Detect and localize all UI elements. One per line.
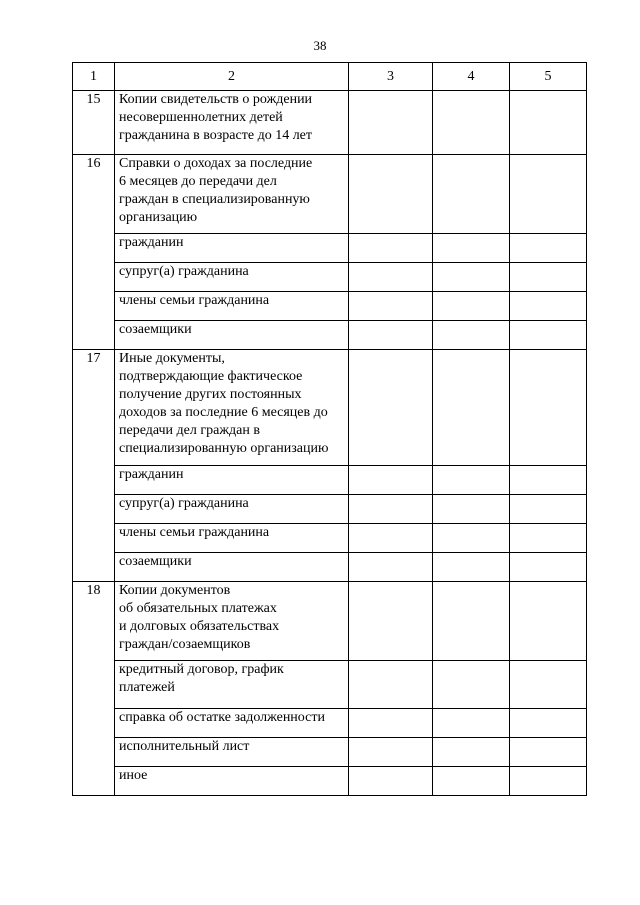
row-title xyxy=(115,91,349,155)
empty-cell xyxy=(433,582,510,661)
column-header: 3 xyxy=(349,63,433,91)
empty-cell xyxy=(510,350,587,466)
empty-cell xyxy=(510,321,587,350)
row-title-line: граждан/созаемщиков xyxy=(119,637,251,652)
row-title-line: несовершеннолетних детей xyxy=(119,110,283,125)
empty-cell xyxy=(349,466,433,495)
empty-cell xyxy=(433,321,510,350)
row-title xyxy=(115,582,349,661)
empty-cell xyxy=(349,582,433,661)
row-title xyxy=(115,350,349,466)
row-number: 17 xyxy=(73,350,115,582)
table-header-row xyxy=(73,63,587,91)
row-title-line: гражданина в возрасте до 14 лет xyxy=(119,128,313,143)
subrow-label: исполнительный лист xyxy=(115,738,349,767)
table-subrow xyxy=(73,709,587,738)
empty-cell xyxy=(433,292,510,321)
row-title-line: и долговых обязательствах xyxy=(119,619,280,634)
empty-cell xyxy=(433,767,510,796)
empty-cell xyxy=(349,91,433,155)
empty-cell xyxy=(433,553,510,582)
row-title-line: граждан в специализированную xyxy=(119,192,310,207)
row-title-line: об обязательных платежах xyxy=(119,601,277,616)
table-row xyxy=(73,350,587,466)
table-row xyxy=(73,91,587,155)
empty-cell xyxy=(433,234,510,263)
subrow-label: супруг(а) гражданина xyxy=(115,495,349,524)
empty-cell xyxy=(433,495,510,524)
empty-cell xyxy=(510,155,587,234)
empty-cell xyxy=(349,738,433,767)
empty-cell xyxy=(510,582,587,661)
empty-cell xyxy=(510,466,587,495)
row-title xyxy=(115,155,349,234)
empty-cell xyxy=(510,91,587,155)
empty-cell xyxy=(349,350,433,466)
row-number: 18 xyxy=(73,582,115,796)
empty-cell xyxy=(349,709,433,738)
subrow-label: созаемщики xyxy=(115,321,349,350)
subrow-label: созаемщики xyxy=(115,553,349,582)
column-header: 2 xyxy=(115,63,349,91)
empty-cell xyxy=(510,767,587,796)
table-subrow xyxy=(73,767,587,796)
row-title-line: специализированную организацию xyxy=(119,441,329,456)
empty-cell xyxy=(349,292,433,321)
table-subrow xyxy=(73,234,587,263)
table-row xyxy=(73,155,587,234)
subrow-label: иное xyxy=(115,767,349,796)
empty-cell xyxy=(349,495,433,524)
empty-cell xyxy=(433,263,510,292)
empty-cell xyxy=(349,321,433,350)
empty-cell xyxy=(433,91,510,155)
subrow-label: члены семьи гражданина xyxy=(115,292,349,321)
subrow-label-line: кредитный договор, график xyxy=(119,662,284,677)
subrow-label-line: платежей xyxy=(119,680,175,695)
table-subrow xyxy=(73,263,587,292)
row-title-line: получение других постоянных xyxy=(119,387,302,402)
empty-cell xyxy=(510,234,587,263)
empty-cell xyxy=(349,767,433,796)
empty-cell xyxy=(433,350,510,466)
empty-cell xyxy=(510,709,587,738)
documents-table xyxy=(72,62,587,796)
row-number: 16 xyxy=(73,155,115,350)
empty-cell xyxy=(510,553,587,582)
column-header: 5 xyxy=(510,63,587,91)
table-subrow xyxy=(73,495,587,524)
empty-cell xyxy=(433,155,510,234)
page-number: 38 xyxy=(313,38,327,53)
row-title-line: Справки о доходах за последние xyxy=(119,156,313,171)
empty-cell xyxy=(510,495,587,524)
empty-cell xyxy=(349,155,433,234)
row-number: 15 xyxy=(73,91,115,155)
table-subrow xyxy=(73,321,587,350)
column-header: 1 xyxy=(73,63,115,91)
row-title-line: Копии свидетельств о рождении xyxy=(119,92,313,107)
subrow-label: гражданин xyxy=(115,466,349,495)
empty-cell xyxy=(349,524,433,553)
column-header: 4 xyxy=(433,63,510,91)
empty-cell xyxy=(510,263,587,292)
empty-cell xyxy=(433,661,510,709)
table-subrow xyxy=(73,524,587,553)
row-title-line: Копии документов xyxy=(119,583,231,598)
empty-cell xyxy=(433,524,510,553)
empty-cell xyxy=(349,263,433,292)
empty-cell xyxy=(433,709,510,738)
empty-cell xyxy=(433,466,510,495)
row-title-line: 6 месяцев до передачи дел xyxy=(119,174,277,189)
empty-cell xyxy=(349,234,433,263)
subrow-label: супруг(а) гражданина xyxy=(115,263,349,292)
row-title-line: передачи дел граждан в xyxy=(119,423,260,438)
subrow-label: члены семьи гражданина xyxy=(115,524,349,553)
table-subrow xyxy=(73,661,587,709)
empty-cell xyxy=(349,553,433,582)
subrow-label: гражданин xyxy=(115,234,349,263)
empty-cell xyxy=(510,738,587,767)
empty-cell xyxy=(433,738,510,767)
table-subrow xyxy=(73,553,587,582)
table-subrow xyxy=(73,292,587,321)
row-title-line: организацию xyxy=(119,210,198,225)
empty-cell xyxy=(510,524,587,553)
subrow-label: справка об остатке задолженности xyxy=(115,709,349,738)
row-title-line: доходов за последние 6 месяцев до xyxy=(119,405,328,420)
table-subrow xyxy=(73,466,587,495)
subrow-label xyxy=(115,661,349,709)
row-title-line: подтверждающие фактическое xyxy=(119,369,303,384)
empty-cell xyxy=(349,661,433,709)
table-subrow xyxy=(73,738,587,767)
empty-cell xyxy=(510,292,587,321)
row-title-line: Иные документы, xyxy=(119,351,225,366)
empty-cell xyxy=(510,661,587,709)
table-row xyxy=(73,582,587,661)
